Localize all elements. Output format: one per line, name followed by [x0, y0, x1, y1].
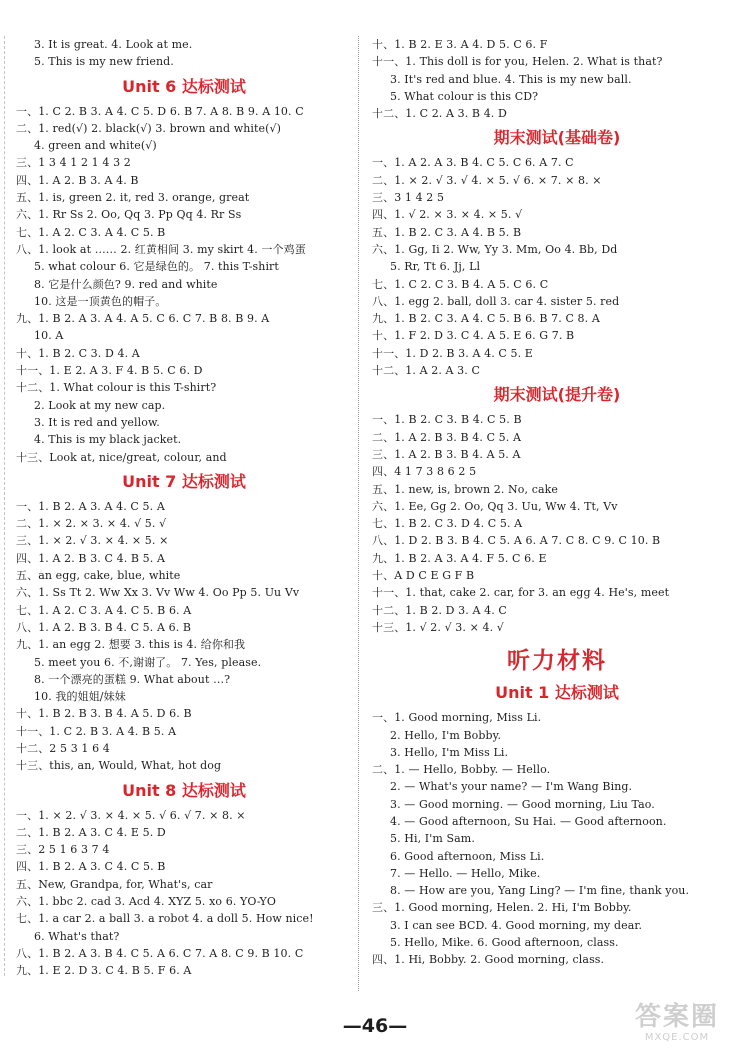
answer-line: 4. green and white(√)	[34, 139, 157, 153]
answer-line: 七、1. B 2. C 3. D 4. C 5. A	[372, 517, 523, 531]
answer-line: 五、1. new, is, brown 2. No, cake	[372, 482, 558, 496]
answer-line: 2. — What's your name? — I'm Wang Bing.	[390, 780, 633, 794]
answer-line: 3. It is great. 4. Look at me.	[34, 38, 193, 51]
answer-line: 十一、1. that, cake 2. car, for 3. an egg 4. He's, meet	[372, 586, 670, 600]
section-heading: Unit 7 达标测试	[122, 471, 246, 491]
answer-line: 一、1. × 2. √ 3. × 4. × 5. √ 6. √ 7. × 8. ×	[16, 808, 246, 822]
answer-line: 四、1. Hi, Bobby. 2. Good morning, class.	[372, 953, 605, 967]
answer-line: 三、1. A 2. B 3. B 4. A 5. A	[372, 447, 521, 461]
answer-line: 六、1. bbc 2. cad 3. Acd 4. XYZ 5. xo 6. YO-YO	[16, 895, 277, 909]
section-heading: Unit 1 达标测试	[495, 683, 619, 703]
answer-line: 八、1. D 2. B 3. B 4. C 5. A 6. A 7. C 8. C 9. C 10. B	[372, 534, 661, 548]
answer-line: 二、1. × 2. × 3. × 4. √ 5. √	[16, 517, 167, 531]
answer-line: 10. A	[34, 329, 64, 343]
answer-line: 十、A D C E G F B	[372, 569, 475, 583]
answer-line: 五、1. B 2. C 3. A 4. B 5. B	[372, 225, 522, 239]
answer-line: 六、1. Ee, Gg 2. Oo, Qq 3. Uu, Ww 4. Tt, Vv	[372, 499, 618, 513]
answer-line: 九、1. B 2. C 3. A 4. C 5. B 6. B 7. C 8. A	[372, 312, 600, 326]
answer-line: 二、1. B 2. A 3. C 4. E 5. D	[16, 825, 166, 839]
answer-line: 四、1. B 2. A 3. C 4. C 5. B	[16, 860, 166, 874]
answer-line: 3. It's red and blue. 4. This is my new ball.	[390, 72, 632, 86]
answer-line: 十、1. F 2. D 3. C 4. A 5. E 6. G 7. B	[372, 329, 575, 343]
answer-line: 八、1. look at …… 2. 红黄相间 3. my skirt 4. 一个鸡蛋	[16, 242, 306, 256]
left-column	[16, 36, 352, 1020]
answer-line: 十三、1. √ 2. √ 3. × 4. √	[372, 620, 504, 634]
answer-line: 三、1. × 2. √ 3. × 4. × 5. ×	[16, 534, 169, 548]
answer-line: 十三、Look at, nice/great, colour, and	[16, 450, 227, 464]
answer-line: 2. Hello, I'm Bobby.	[390, 728, 502, 742]
answer-line: 二、1. A 2. B 3. B 4. C 5. A	[372, 430, 522, 444]
watermark-url: MXQE.COM	[644, 1032, 710, 1043]
answer-line: 7. — Hello. — Hello, Mike.	[390, 866, 541, 880]
answer-line: 四、1. √ 2. × 3. × 4. × 5. √	[372, 208, 523, 222]
answer-line: 十、1. B 2. B 3. B 4. A 5. D 6. B	[16, 707, 192, 721]
answer-line: 6. Good afternoon, Miss Li.	[390, 849, 545, 863]
answer-line: 5. what colour 6. 它是绿色的。 7. this T-shirt	[34, 260, 279, 274]
part-heading: 听力材料	[507, 648, 607, 675]
answer-line: 5. Hi, I'm Sam.	[390, 832, 475, 846]
answer-line: 九、1. E 2. D 3. C 4. B 5. F 6. A	[16, 964, 192, 978]
answer-line: 3. I can see BCD. 4. Good morning, my dear.	[390, 918, 643, 932]
answer-line: 九、1. an egg 2. 想要 3. this is 4. 给你和我	[16, 638, 246, 652]
section-heading: 期末测试(提升卷)	[493, 385, 621, 405]
answer-line: 三、1 3 4 1 2 1 4 3 2	[16, 156, 131, 170]
answer-line: 四、4 1 7 3 8 6 2 5	[372, 465, 477, 479]
answer-line: 10. 这是一顶黄色的帽子。	[34, 294, 167, 308]
answer-line: 8. 一个漂亮的蛋糕 9. What about …?	[34, 672, 231, 686]
answer-line: 4. — Good afternoon, Su Hai. — Good afternoon.	[390, 814, 667, 828]
answer-line: 九、1. B 2. A 3. A 4. F 5. C 6. E	[372, 551, 547, 565]
answer-line: 十、1. B 2. E 3. A 4. D 5. C 6. F	[372, 38, 548, 51]
answer-line: 十一、1. E 2. A 3. F 4. B 5. C 6. D	[16, 364, 203, 378]
answer-line: 一、1. B 2. A 3. A 4. C 5. A	[16, 499, 165, 513]
answer-line: 四、1. A 2. B 3. C 4. B 5. A	[16, 551, 166, 565]
answer-line: 二、1. red(√) 2. black(√) 3. brown and white(√)	[16, 121, 282, 135]
answer-line: 8. 它是什么颜色? 9. red and white	[34, 277, 218, 291]
answer-line: 3. It is red and yellow.	[34, 415, 160, 429]
answer-line: 九、1. B 2. A 3. A 4. A 5. C 6. C 7. B 8. B 9. A	[16, 312, 270, 326]
answer-line: 七、1. A 2. C 3. A 4. C 5. B	[16, 225, 166, 239]
section-heading: 期末测试(基础卷)	[493, 128, 621, 148]
answer-line: 八、1. A 2. B 3. B 4. C 5. A 6. B	[16, 620, 192, 634]
page-number: —46—	[342, 1015, 408, 1037]
answer-line: 一、1. Good morning, Miss Li.	[372, 711, 542, 725]
answer-line: 八、1. egg 2. ball, doll 3. car 4. sister 5. red	[372, 294, 620, 308]
answer-line: 三、1. Good morning, Helen. 2. Hi, I'm Bobby.	[372, 901, 632, 915]
answer-line: 5. meet you 6. 不,谢谢了。 7. Yes, please.	[34, 655, 262, 669]
answer-line: 五、an egg, cake, blue, white	[16, 569, 181, 583]
section-heading: Unit 6 达标测试	[122, 76, 246, 96]
answer-line: 二、1. — Hello, Bobby. — Hello.	[372, 763, 551, 777]
answer-line: 十二、1. B 2. D 3. A 4. C	[372, 603, 507, 617]
answer-line: 十二、1. A 2. A 3. C	[372, 364, 480, 378]
answer-line: 十三、this, an, Would, What, hot dog	[16, 759, 222, 773]
answer-line: 十一、1. C 2. B 3. A 4. B 5. A	[16, 724, 177, 738]
answer-line: 六、1. Rr Ss 2. Oo, Qq 3. Pp Qq 4. Rr Ss	[16, 208, 242, 222]
answer-line: 五、1. is, green 2. it, red 3. orange, great	[16, 191, 250, 205]
answer-line: 5. Rr, Tt 6. Jj, Ll	[390, 260, 481, 274]
answer-line: 五、New, Grandpa, for, What's, car	[16, 877, 213, 891]
answer-line: 5. This is my new friend.	[34, 55, 174, 69]
answer-line: 一、1. A 2. A 3. B 4. C 5. C 6. A 7. C	[372, 156, 574, 170]
answer-line: 六、1. Gg, Ii 2. Ww, Yy 3. Mm, Oo 4. Bb, Dd	[372, 242, 618, 256]
answer-line: 二、1. × 2. √ 3. √ 4. × 5. √ 6. × 7. × 8. ×	[372, 173, 602, 187]
answer-line: 一、1. B 2. C 3. B 4. C 5. B	[372, 413, 522, 427]
answer-line: 10. 我的姐姐/妹妹	[34, 690, 126, 704]
right-column	[372, 36, 742, 1020]
answer-line: 十一、1. This doll is for you, Helen. 2. What is that?	[372, 55, 663, 69]
answer-line: 4. This is my black jacket.	[34, 433, 182, 447]
answer-line: 三、3 1 4 2 5	[372, 191, 445, 205]
answer-line: 十一、1. D 2. B 3. A 4. C 5. E	[372, 346, 533, 360]
answer-line: 8. — How are you, Yang Ling? — I'm fine, thank you.	[390, 884, 690, 898]
answer-line: 七、1. a car 2. a ball 3. a robot 4. a doll 5. How nice!	[16, 912, 314, 926]
answer-line: 3. Hello, I'm Miss Li.	[390, 745, 509, 759]
answer-line: 一、1. C 2. B 3. A 4. C 5. D 6. B 7. A 8. B 9. A 10. C	[16, 104, 304, 118]
section-heading: Unit 8 达标测试	[122, 780, 246, 800]
answer-line: 6. What's that?	[34, 929, 120, 943]
answer-line: 八、1. B 2. A 3. B 4. C 5. A 6. C 7. A 8. C 9. B 10. C	[16, 946, 304, 960]
answer-line: 5. What colour is this CD?	[390, 89, 539, 103]
answer-line: 六、1. Ss Tt 2. Ww Xx 3. Vv Ww 4. Oo Pp 5. Uu Vv	[16, 586, 300, 600]
answer-line: 十二、1. C 2. A 3. B 4. D	[372, 107, 507, 121]
answer-line: 四、1. A 2. B 3. A 4. B	[16, 173, 139, 187]
answer-line: 5. Hello, Mike. 6. Good afternoon, class.	[390, 936, 619, 950]
watermark-logo	[618, 1002, 736, 1052]
watermark-text: 答案圈	[634, 1002, 719, 1032]
answer-line: 3. — Good morning. — Good morning, Liu Tao.	[390, 797, 655, 811]
answer-line: 2. Look at my new cap.	[34, 398, 166, 412]
answer-line: 十二、2 5 3 1 6 4	[16, 741, 110, 755]
answer-line: 七、1. A 2. C 3. A 4. C 5. B 6. A	[16, 603, 192, 617]
answer-line: 七、1. C 2. C 3. B 4. A 5. C 6. C	[372, 277, 549, 291]
answer-line: 三、2 5 1 6 3 7 4	[16, 843, 110, 857]
column-divider	[358, 36, 359, 991]
answer-line: 十二、1. What colour is this T-shirt?	[16, 381, 217, 395]
binding-edge-line	[4, 36, 5, 976]
answer-line: 十、1. B 2. C 3. D 4. A	[16, 346, 140, 360]
